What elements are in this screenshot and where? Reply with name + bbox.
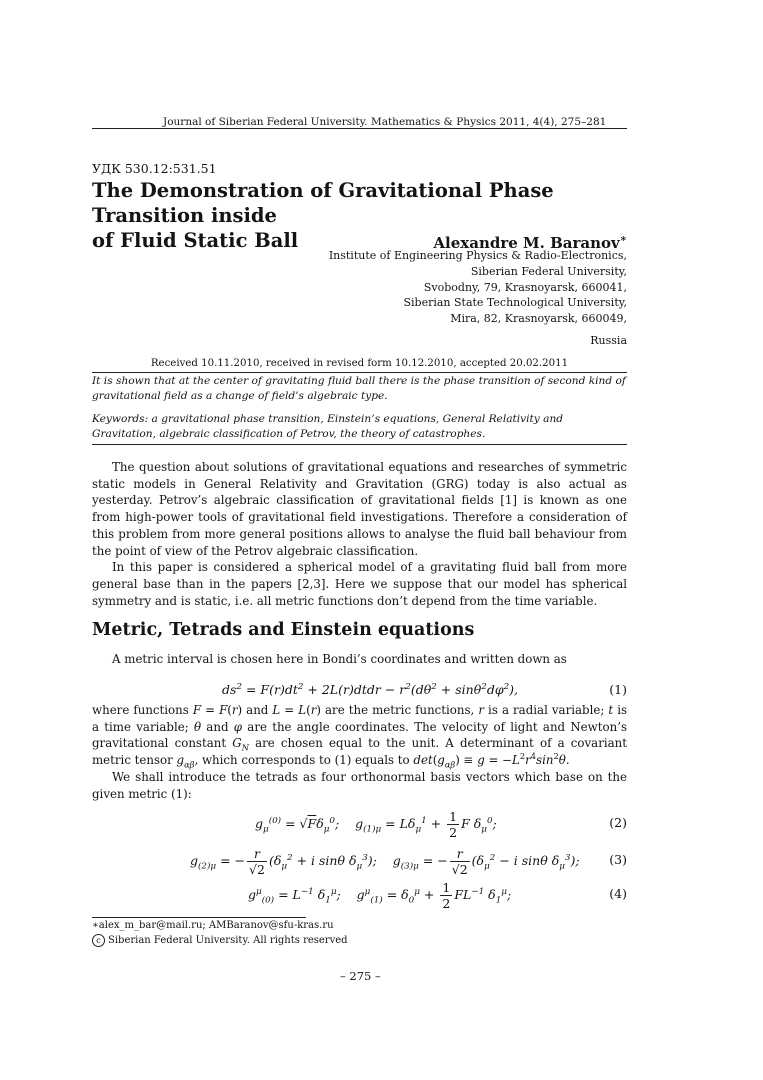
text-run: where functions	[92, 703, 193, 717]
affiliation-line: Mira, 82, Krasnoyarsk, 660049,	[450, 312, 627, 326]
affiliation-line: Siberian Federal University,	[470, 264, 627, 278]
header-rule	[92, 128, 627, 129]
equation-number: (2)	[609, 815, 627, 830]
abstract-bottom-rule	[92, 444, 627, 445]
text-run: are chosen equal to the unit. A determinant of a covariant metric tensor	[92, 736, 628, 768]
title-line: The Demonstration of Gravitational Phase Transition inside	[92, 179, 554, 227]
text-run: are the metric functions,	[320, 703, 479, 717]
text-run: , which corresponds to (1) equals to	[194, 753, 414, 768]
equation-3: $g_{(2)\mu}$ = − $\frac{r}{√2}$ ($\delta_\mu^2 + i$ sinθ $\delta_\mu^3$); $g_{(3)\mu}$ = − $\frac{r}{√2}$ ($\delta_\mu^2 - i$ sinθ $\delta_\mu^3$);	[190, 846, 580, 877]
copyright-icon: c	[92, 934, 105, 947]
page-number: – 275 –	[340, 969, 381, 983]
equation-1: $ds^2 = F(r)dt^2$ + 2L(r)dtdr − $r^2(d\theta^2 + \sin\theta^2d\varphi^2)$,	[222, 681, 519, 697]
equation-2: $g_\mu^{(0)} = √F\delta_\mu^0$; $g_{(1)\mu} = L\delta_\mu^1$ + $\frac{1}{2}$ F $\delta_\mu^0$;	[255, 809, 497, 840]
introduction	[92, 459, 627, 609]
copyright-text: Siberian Federal University. All rights reserved	[108, 935, 348, 946]
affiliation-line: Russia	[590, 333, 627, 347]
received-dates: Received 10.11.2010, received in revised form 10.12.2010, accepted 20.02.2011	[150, 358, 569, 369]
affiliation-line: Siberian State Technological University,	[403, 296, 627, 310]
abstract: It is shown that at the center of gravitating fluid ball there is the phase transition of second kind of gravitational field as a change of field’s algebraic type.	[92, 375, 626, 402]
udk-code: УДК 530.12:531.51	[92, 161, 217, 176]
abstract-top-rule	[92, 372, 627, 373]
text-run: is a time variable;	[92, 703, 628, 734]
equation-number: (4)	[609, 886, 627, 901]
text-run: is a radial variable;	[484, 703, 609, 717]
affiliation-line: Svobodny, 79, Krasnoyarsk, 660041,	[423, 280, 627, 294]
footnote-email: ∗alex_m_bar@mail.ru; AMBaranov@sfu-kras.ru	[92, 920, 334, 931]
author-text: Alexandre M. Baranov	[433, 234, 620, 252]
equation-4: $g^\mu_{(0)} = L^{-1}$ $\delta_1^\mu$; $g^\mu_{(1)} = \delta_0^\mu$ + $\frac{1}{2}$ $FL^{-1}$ $\delta_1^\mu$;	[248, 880, 512, 911]
affiliation-line: Institute of Engineering Physics & Radio-Electronics,	[328, 249, 627, 262]
footnote-rule	[92, 917, 306, 918]
metric-description: where functions F = F(r) and L = L(r) are the metric functions, r is a radial variable; t is a time variable; θ and φ are the angle coordinates. The velocity of light and Newton’s gravitational constant $G_N$ are chosen equal to the unit. A determinant of a covariant metric tensor $g_{\alpha\beta}$, which corresponds to (1) equals to $\det(g_{\alpha\beta}) \equiv g = -L^2r^4\sin^2\theta$.	[92, 703, 628, 770]
footnote-copyright	[92, 934, 348, 947]
journal-header: Journal of Siberian Federal University. Mathematics & Physics 2011, 4(4), 275–281	[163, 116, 607, 128]
keywords: Keywords: a gravitational phase transition, Einstein’s equations, General Relativity and Gravitation, algebraic classification of Petrov, the theory of catastrophes.	[92, 413, 564, 440]
section-intro: A metric interval is chosen here in Bondi’s coordinates and written down as	[112, 652, 567, 666]
affiliation	[329, 248, 627, 349]
tetrad-intro: We shall introduce the tetrads as four orthonormal basis vectors which base on the given metric (1):	[92, 770, 627, 801]
equation-number: (3)	[609, 852, 627, 867]
author-footnote-mark: ∗	[619, 233, 627, 245]
equation-number: (1)	[609, 682, 627, 697]
intro-paragraph: The question about solutions of gravitational equations and researches of symmetric static models in General Relativity and Gravitation (GRG) today is also actual as yesterday. Petrov’s algebraic classification of gravitational fields [1] is known as one from high-power tools of gravitational field investigations. Therefore a consideration of this problem from more general positions allows to analyse the fluid ball behaviour from the point of view of the Petrov algebraic classification.	[92, 460, 627, 558]
text-run: are the angle coordinates. The velocity of light and Newton’s gravitational constant	[92, 719, 628, 751]
intro-paragraph: In this paper is considered a spherical model of a gravitating fluid ball from more general base than in the papers [2,3]. Here we suppose that our model has spherical symmetry and is static, i.e. all metric functions don’t depend from the time variable.	[92, 560, 627, 608]
section-heading: Metric, Tetrads and Einstein equations	[92, 620, 475, 640]
title-line: of Fluid Static Ball	[92, 229, 299, 252]
